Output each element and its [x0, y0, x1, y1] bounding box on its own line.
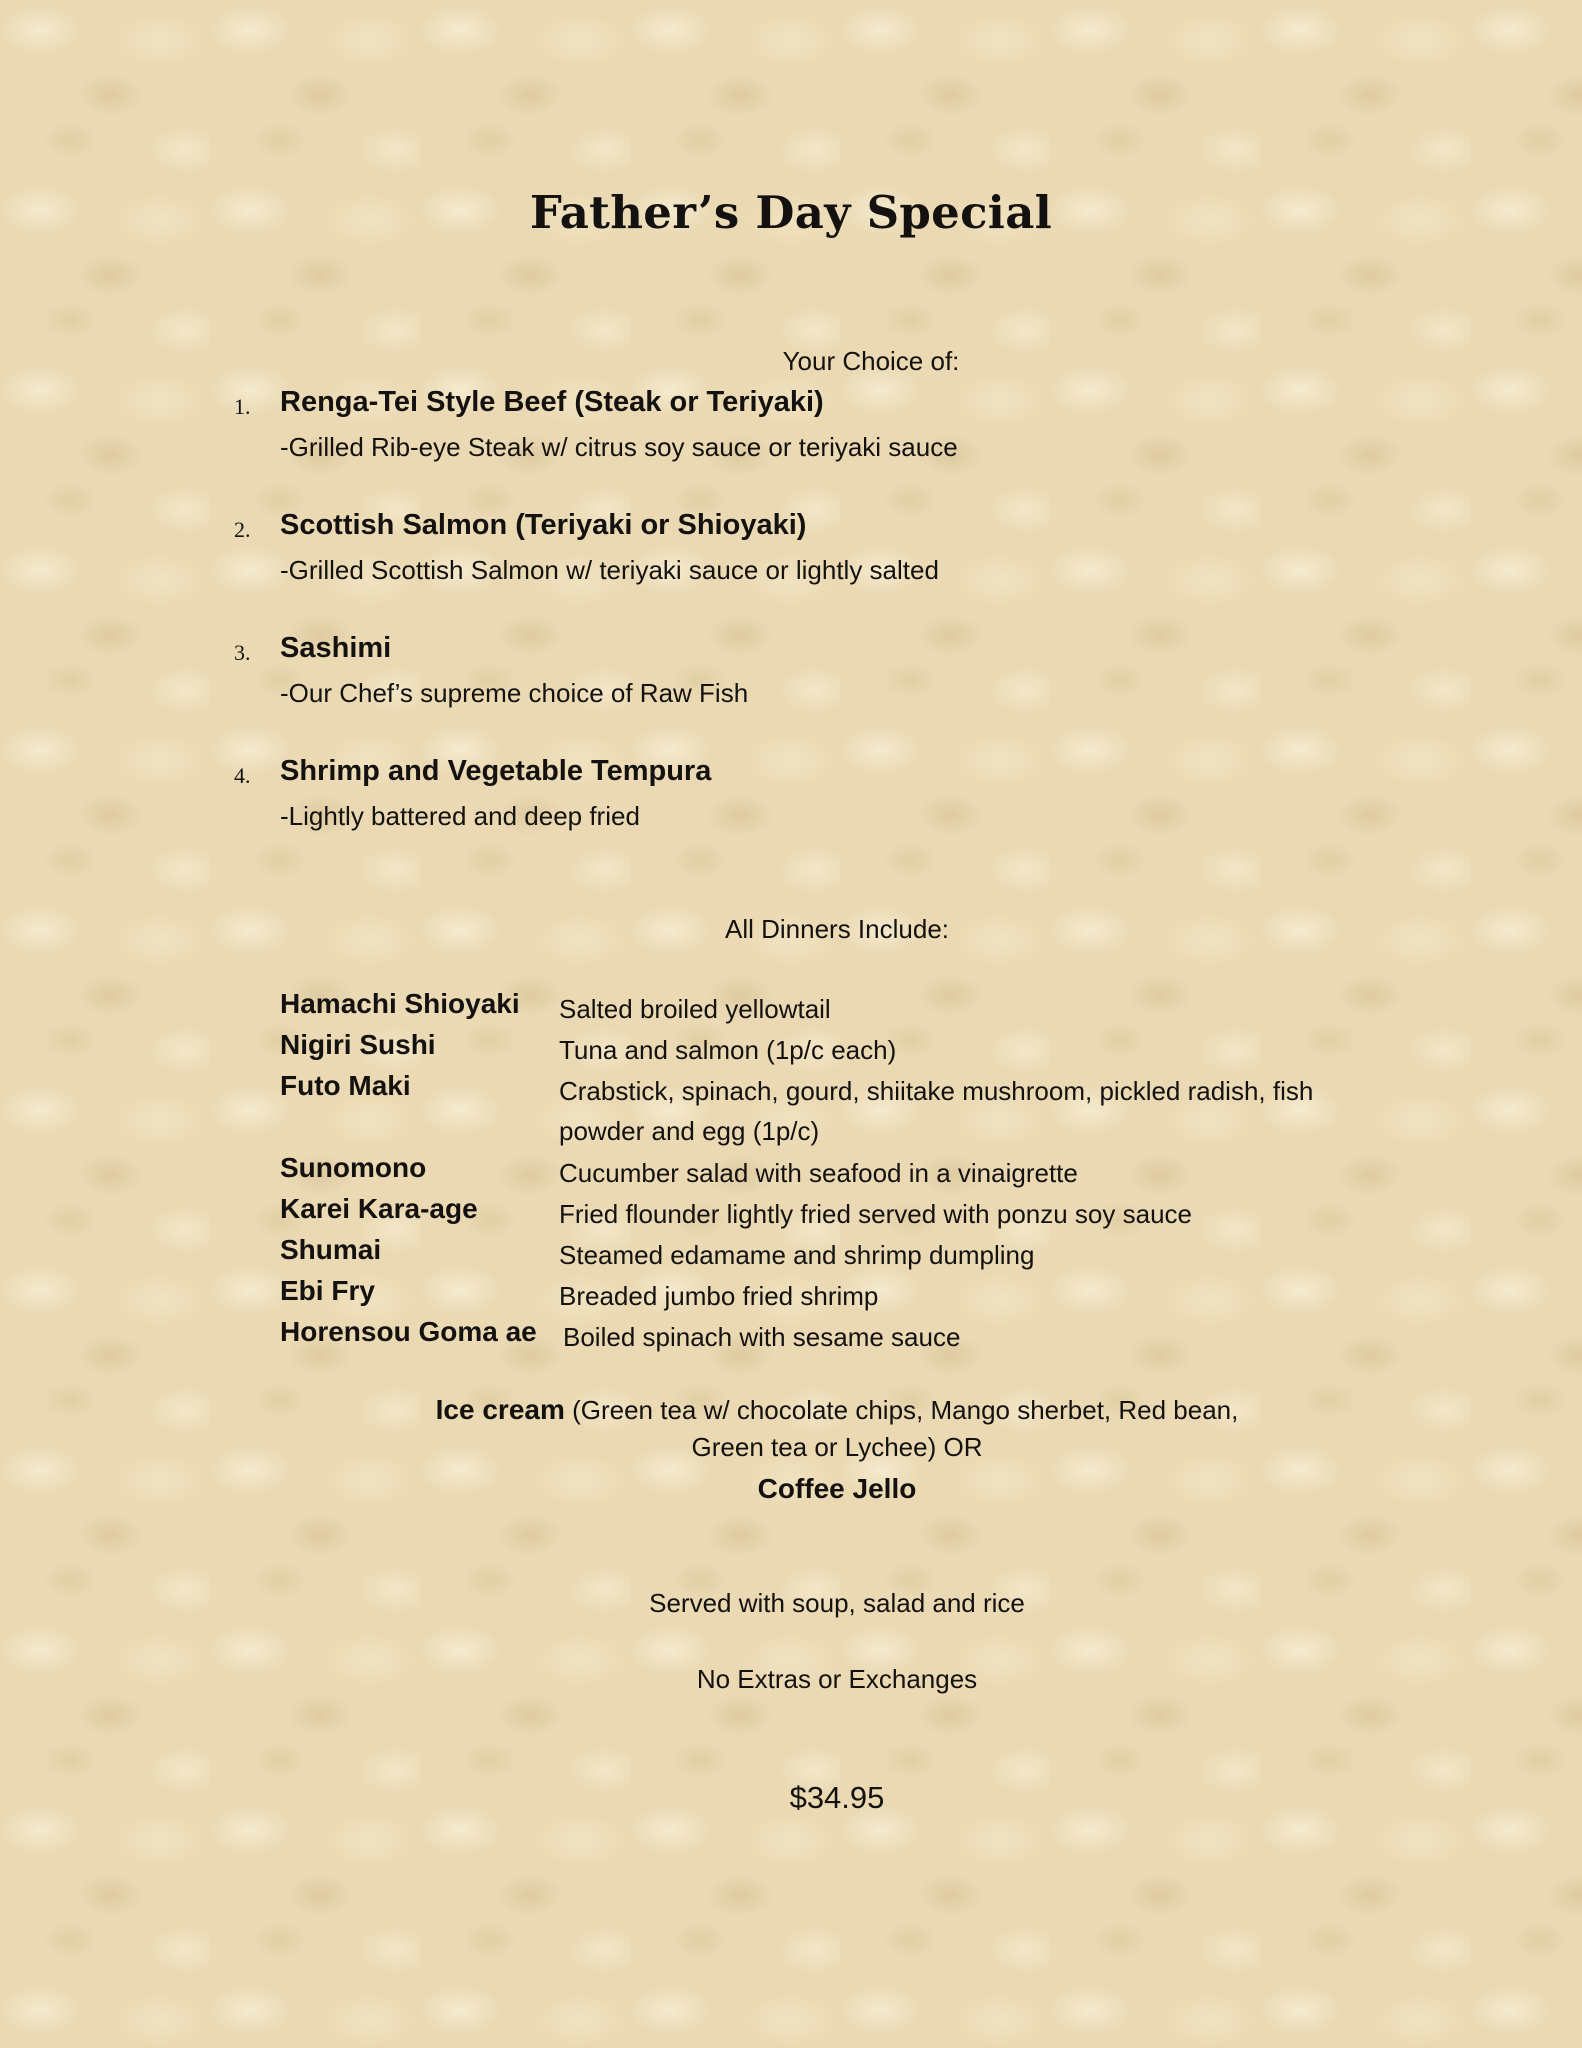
- choice-number: 1.: [234, 394, 251, 419]
- choice-number: 3.: [234, 640, 251, 665]
- no-extras-note: No Extras or Exchanges: [696, 1664, 978, 1694]
- page-title: Father’s Day Special: [529, 186, 1053, 239]
- choice-name: Renga-Tei Style Beef (Steak or Teriyaki): [280, 386, 824, 418]
- include-item: Horensou Goma ae: [280, 1316, 537, 1347]
- include-description: Cucumber salad with seafood in a vinaigrette: [559, 1158, 1078, 1188]
- include-item: Nigiri Sushi: [280, 1029, 436, 1060]
- choice-name: Scottish Salmon (Teriyaki or Shioyaki): [280, 509, 807, 541]
- choice-number: 4.: [234, 763, 251, 788]
- dessert-block: [330, 1391, 1344, 1507]
- choice-name: Shrimp and Vegetable Tempura: [280, 755, 712, 787]
- include-item: Hamachi Shioyaki: [280, 988, 520, 1019]
- include-description: Tuna and salmon (1p/c each): [559, 1035, 897, 1065]
- include-description: Boiled spinach with sesame sauce: [563, 1322, 961, 1352]
- include-description: Steamed edamame and shrimp dumpling: [559, 1240, 1035, 1270]
- include-item: Karei Kara-age: [280, 1193, 478, 1224]
- dessert-flavors: (Green tea w/ chocolate chips, Mango sherbet, Red bean,: [564, 1395, 1239, 1425]
- choice-description: -Lightly battered and deep fried: [280, 801, 640, 831]
- include-description: Fried flounder lightly fried served with ponzu soy sauce: [559, 1199, 1192, 1229]
- include-item: Ebi Fry: [280, 1275, 375, 1306]
- include-item: Shumai: [280, 1234, 382, 1265]
- includes-intro: All Dinners Include:: [725, 914, 949, 944]
- served-with-note: Served with soup, salad and rice: [649, 1588, 1025, 1618]
- dessert-flavors-cont: Green tea or Lychee) OR: [691, 1432, 983, 1462]
- include-description: Salted broiled yellowtail: [559, 994, 831, 1024]
- include-description: Crabstick, spinach, gourd, shiitake mushroom, pickled radish, fish powder and egg (1p/c): [559, 1076, 1314, 1146]
- choice-description: -Grilled Rib-eye Steak w/ citrus soy sauce or teriyaki sauce: [280, 432, 958, 462]
- dessert-ice-cream: Ice cream: [435, 1394, 565, 1425]
- choice-number: 2.: [234, 517, 251, 542]
- choice-name: Sashimi: [280, 632, 392, 664]
- include-item: Sunomono: [280, 1152, 427, 1183]
- price: $34.95: [789, 1780, 885, 1815]
- include-item: Futo Maki: [280, 1070, 411, 1101]
- choice-intro: Your Choice of:: [782, 346, 960, 376]
- include-description: Breaded jumbo fried shrimp: [559, 1281, 879, 1311]
- choice-description: -Grilled Scottish Salmon w/ teriyaki sauce or lightly salted: [280, 555, 939, 585]
- choice-description: -Our Chef’s supreme choice of Raw Fish: [280, 678, 749, 708]
- dessert-coffee-jello: Coffee Jello: [757, 1473, 917, 1504]
